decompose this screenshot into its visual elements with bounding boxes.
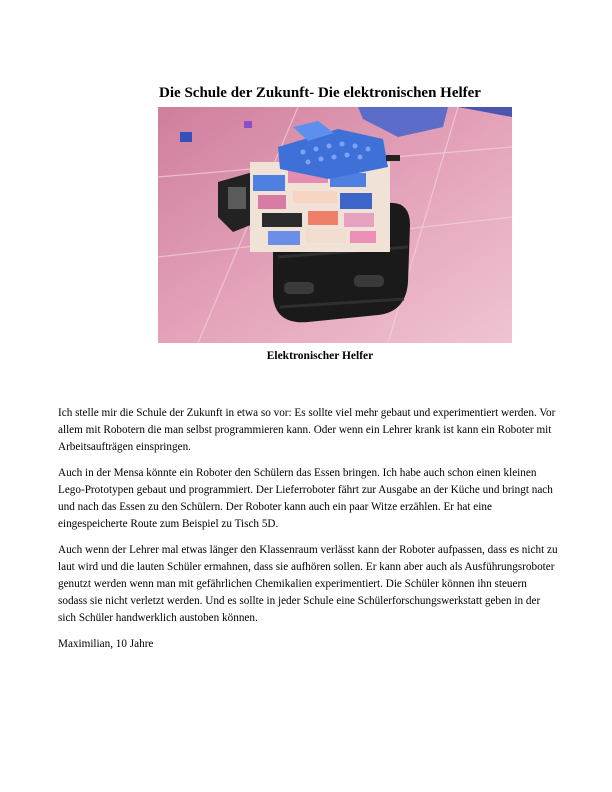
paragraph: Ich stelle mir die Schule der Zukunft in etwa so vor: Es sollte viel mehr gebaut und experimentiert werden. Vor allem mit Robotern die man selbst programmieren kann. Oder wenn ein Lehrer krank ist kann ein Roboter mit Arbeitsaufträgen einspringen. (58, 407, 556, 453)
paragraph: Auch wenn der Lehrer mal etwas länger den Klassenraum verlässt kann der Roboter aufpassen, dass es nicht zu laut wird und die lauten Schüler ermahnen, dass sie aufhören sollen. Er kann aber auch als Ausführungsroboter genutzt werden wenn man mit gefährlichen Chemikalien experimentiert. Die Schüler können ihn steuern sodass sie nicht verletzt werden. Und es sollte in jeder Schule eine Schülerforschungswerkstatt geben in der sich Schüler handwerklich austoben können. (58, 544, 558, 624)
paragraph: Auch in der Mensa könnte ein Roboter den Schülern das Essen bringen. Ich habe auch schon einen kleinen Lego-Prototypen gebaut und programmiert. Der Lieferroboter fährt zur Ausgabe an der Küche und bringt nach und nach das Essen zu den Schülern. Der Roboter kann auch ein paar Witze erzählen. Er hat eine eingespeicherte Route zum Beispiel zu Tisch 5D. (58, 467, 553, 530)
page-title: Die Schule der Zukunft- Die elektronischen Helfer (159, 85, 481, 101)
robot-photo (158, 107, 512, 343)
figure-caption: Elektronischer Helfer (266, 350, 374, 362)
article-body (58, 405, 558, 662)
author-signature: Maximilian, 10 Jahre (58, 638, 154, 650)
